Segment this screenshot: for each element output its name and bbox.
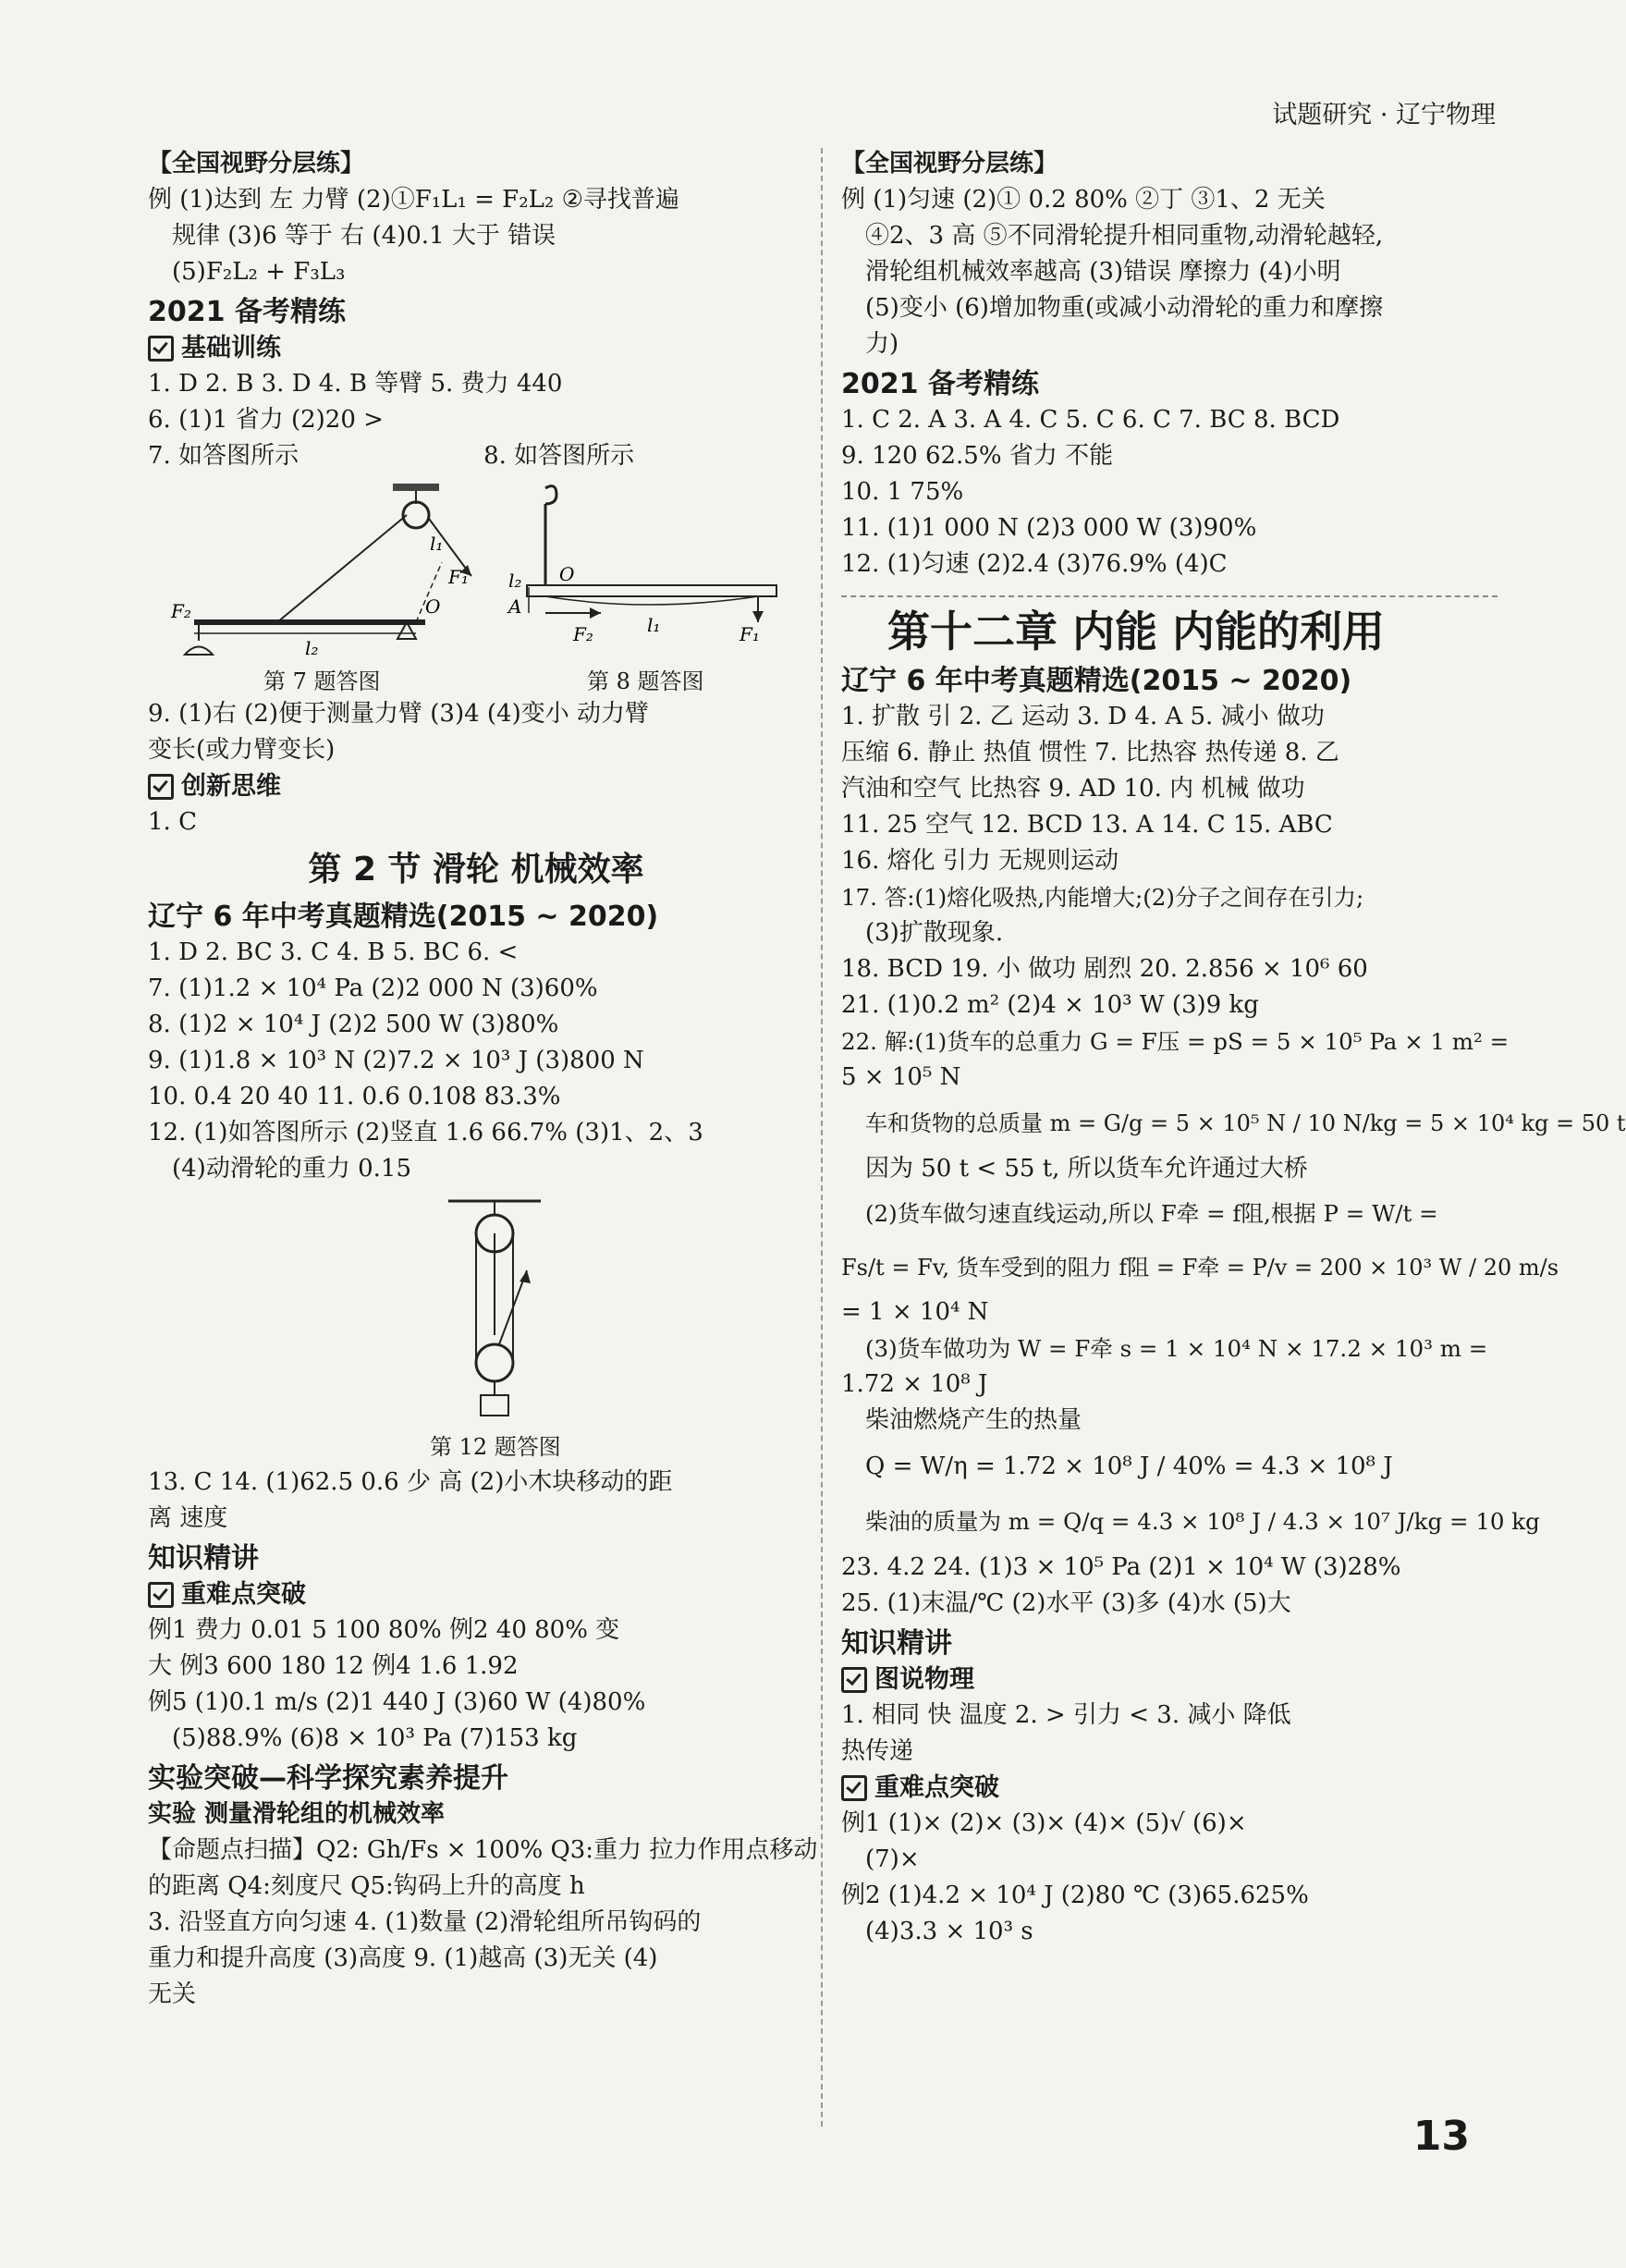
answer-line: 压缩 6. 静止 热值 惯性 7. 比热容 热传递 8. 乙 <box>841 739 1339 766</box>
answer-line: 9. 120 62.5% 省力 不能 <box>841 442 1114 470</box>
answer-line: 滑轮组机械效率越高 (3)错误 摩擦力 (4)小明 <box>865 258 1341 286</box>
answer-line: 11. (1)1 000 N (2)3 000 W (3)90% <box>841 514 1257 542</box>
section-heading: 实验突破—科学探究素养提升 <box>148 1762 508 1795</box>
section-heading: 2021 备考精练 <box>841 368 1039 400</box>
section-heading: 知识精讲 <box>148 1542 259 1575</box>
subsection-heading: 重难点突破 <box>841 1770 1498 1806</box>
subsection-heading: 创新思维 <box>148 768 804 804</box>
answer-line: 例1 费力 0.01 5 100 80% 例2 40 80% 变 <box>148 1616 620 1644</box>
left-column <box>148 146 818 2013</box>
answer-line: 1. 扩散 引 2. 乙 运动 3. D 4. A 5. 减小 做功 <box>841 703 1325 730</box>
checkbox-icon <box>148 336 174 362</box>
answer-line: 9. (1)右 (2)便于测量力臂 (3)4 (4)变小 动力臂 <box>148 700 649 728</box>
answer-line: 1.72 × 10⁸ J <box>841 1370 988 1398</box>
answer-line: 6. (1)1 省力 (2)20 > <box>148 406 384 434</box>
svg-text:l₂: l₂ <box>508 570 522 592</box>
section-heading: 知识精讲 <box>841 1627 952 1660</box>
answer-line: 重力和提升高度 (3)高度 9. (1)越高 (3)无关 (4) <box>148 1944 658 1972</box>
answer-line: 变长(或力臂变长) <box>148 736 336 764</box>
svg-text:F₁: F₁ <box>740 623 760 645</box>
answer-line: 例1 (1)× (2)× (3)× (4)× (5)√ (6)× <box>841 1809 1247 1837</box>
divider-line <box>841 595 1498 597</box>
answer-line: 17. 答:(1)熔化吸热,内能增大;(2)分子之间存在引力; <box>841 884 1364 911</box>
answer-line: 25. (1)末温/℃ (2)水平 (3)多 (4)水 (5)大 <box>841 1589 1291 1617</box>
answer-line: 因为 50 t < 55 t, 所以货车允许通过大桥 <box>865 1155 1308 1183</box>
svg-text:A: A <box>508 595 522 618</box>
answer-line: 16. 熔化 引力 无规则运动 <box>841 847 1119 875</box>
answer-line: 【命题点扫描】Q2: Gh/Fs × 100% Q3:重力 拉力作用点移动 <box>148 1836 818 1864</box>
answer-line: 汽油和空气 比热容 9. AD 10. 内 机械 做功 <box>841 775 1305 803</box>
answer-line: 热传递 <box>841 1737 914 1765</box>
answer-line: 1. C <box>148 808 197 836</box>
answer-line: 5 × 10⁵ N <box>841 1063 961 1091</box>
section-heading: 2021 备考精练 <box>148 296 346 328</box>
checkbox-icon <box>148 1582 174 1608</box>
answer-line: 12. (1)如答图所示 (2)竖直 1.6 66.7% (3)1、2、3 <box>148 1119 703 1146</box>
svg-text:F₂: F₂ <box>573 623 593 645</box>
answer-line: (5)F₂L₂ + F₃L₃ <box>172 258 346 286</box>
answer-line: 7. (1)1.2 × 10⁴ Pa (2)2 000 N (3)60% <box>148 975 598 1002</box>
answer-line: 8. (1)2 × 10⁴ J (2)2 500 W (3)80% <box>148 1011 559 1038</box>
answer-line: 18. BCD 19. 小 做功 剧烈 20. 2.856 × 10⁶ 60 <box>841 955 1368 983</box>
answer-line: 例2 (1)4.2 × 10⁴ J (2)80 ℃ (3)65.625% <box>841 1882 1309 1909</box>
page-number: 13 <box>1412 2113 1470 2160</box>
answer-line: 12. (1)匀速 (2)2.4 (3)76.9% (4)C <box>841 550 1228 578</box>
section-label: 【全国视野分层练】 <box>148 150 365 178</box>
answer-line: (5)88.9% (6)8 × 10³ Pa (7)153 kg <box>172 1724 578 1752</box>
answer-line: 例 (1)匀速 (2)① 0.2 80% ②丁 ③1、2 无关 <box>841 186 1326 214</box>
answer-line: 10. 0.4 20 40 11. 0.6 0.108 83.3% <box>148 1083 561 1110</box>
svg-text:O: O <box>559 563 575 585</box>
figure-caption: 第 8 题答图 <box>587 668 704 694</box>
section-label: 【全国视野分层练】 <box>841 150 1058 178</box>
answer-line: 规律 (3)6 等于 右 (4)0.1 大于 错误 <box>172 222 556 250</box>
answer-line: 力) <box>865 330 899 358</box>
answer-line: Q = W/η = 1.72 × 10⁸ J / 40% = 4.3 × 10⁸ J <box>865 1453 1393 1480</box>
answer-line: (5)变小 (6)增加物重(或减小动滑轮的重力和摩擦 <box>865 294 1384 322</box>
answer-line: 例5 (1)0.1 m/s (2)1 440 J (3)60 W (4)80% <box>148 1688 646 1716</box>
answer-line: 21. (1)0.2 m² (2)4 × 10³ W (3)9 kg <box>841 991 1259 1019</box>
answer-line: = 1 × 10⁴ N <box>841 1298 989 1326</box>
subsection-heading: 基础训练 <box>148 330 804 366</box>
section-heading: 辽宁 6 年中考真题精选(2015 ~ 2020) <box>148 901 659 933</box>
answer-line: 1. D 2. BC 3. C 4. B 5. BC 6. < <box>148 938 519 966</box>
answer-line: 10. 1 75% <box>841 478 964 506</box>
subsection-heading: 图说物理 <box>841 1661 1498 1698</box>
answer-line: 柴油燃烧产生的热量 <box>865 1406 1082 1434</box>
subsection-heading: 实验 测量滑轮组的机械效率 <box>148 1800 446 1828</box>
chapter-title: 第十二章 内能 内能的利用 <box>887 607 1386 656</box>
answer-line: 11. 25 空气 12. BCD 13. A 14. C 15. ABC <box>841 811 1333 839</box>
svg-text:l₁: l₁ <box>430 533 444 555</box>
answer-line: 车和货物的总质量 m = G/g = 5 × 10⁵ N / 10 N/kg = 5 × 10⁴ kg = 50 t <box>865 1110 1626 1136</box>
answer-line: 大 例3 600 180 12 例4 1.6 1.92 <box>148 1652 519 1680</box>
svg-text:l₁: l₁ <box>647 614 661 636</box>
answer-line: 例 (1)达到 左 力臂 (2)①F₁L₁ = F₂L₂ ②寻找普遍 <box>148 186 679 214</box>
answer-line: (2)货车做匀速直线运动,所以 F牵 = f阻,根据 P = W/t = <box>865 1200 1438 1227</box>
answer-line: 1. C 2. A 3. A 4. C 5. C 6. C 7. BC 8. BCD <box>841 406 1340 434</box>
subsection-heading: 重难点突破 <box>148 1576 804 1612</box>
answer-line: 9. (1)1.8 × 10³ N (2)7.2 × 10³ J (3)800 N <box>148 1047 644 1074</box>
answer-line: 1. D 2. B 3. D 4. B 等臂 5. 费力 440 <box>148 370 563 398</box>
answer-line: 1. 相同 快 温度 2. > 引力 < 3. 减小 降低 <box>841 1701 1291 1729</box>
lever-diagram-7 <box>166 484 469 668</box>
answer-line: Fs/t = Fv, 货车受到的阻力 f阻 = F牵 = P/v = 200 × 10³ W / 20 m/s <box>841 1255 1559 1281</box>
figure-7-8 <box>148 474 804 696</box>
figure-12 <box>148 1187 804 1465</box>
svg-text:F₂: F₂ <box>171 600 191 622</box>
answer-line: 13. C 14. (1)62.5 0.6 少 高 (2)小木块移动的距 <box>148 1468 673 1496</box>
checkbox-icon <box>841 1775 867 1801</box>
svg-text:l₂: l₂ <box>305 637 319 659</box>
running-header: 试题研究 · 辽宁物理 <box>1272 101 1496 129</box>
section-title: 第 2 节 滑轮 机械效率 <box>308 851 644 889</box>
svg-text:F₁: F₁ <box>448 566 469 588</box>
figure-caption: 第 12 题答图 <box>430 1434 561 1460</box>
answer-line: 22. 解:(1)货车的总重力 G = F压 = pS = 5 × 10⁵ Pa × 1 m² = <box>841 1028 1510 1055</box>
answer-line: 无关 <box>148 1980 197 2008</box>
answer-line: (4)3.3 × 10³ s <box>865 1918 1033 1945</box>
answer-line: (7)× <box>865 1845 920 1873</box>
answer-line: (4)动滑轮的重力 0.15 <box>172 1155 411 1183</box>
checkbox-icon <box>841 1667 867 1693</box>
answer-line: (3)扩散现象. <box>865 919 1004 947</box>
svg-text:O: O <box>425 595 441 618</box>
answer-line: 的距离 Q4:刻度尺 Q5:钩码上升的高度 h <box>148 1872 585 1900</box>
pulley-diagram <box>444 1196 545 1428</box>
answer-line: 3. 沿竖直方向匀速 4. (1)数量 (2)滑轮组所吊钩码的 <box>148 1908 702 1936</box>
right-column <box>841 146 1626 1950</box>
checkbox-icon <box>148 774 174 800</box>
answer-line: ④2、3 高 ⑤不同滑轮提升相同重物,动滑轮越轻, <box>865 222 1384 250</box>
answer-line: (3)货车做功为 W = F牵 s = 1 × 10⁴ N × 17.2 × 10³ m = <box>865 1335 1488 1362</box>
column-divider <box>821 148 823 2127</box>
lever-diagram-8 <box>508 484 786 668</box>
answer-line: 离 速度 <box>148 1504 228 1532</box>
answer-line: 柴油的质量为 m = Q/q = 4.3 × 10⁸ J / 4.3 × 10⁷ J/kg = 10 kg <box>865 1508 1540 1535</box>
answer-line: 23. 4.2 24. (1)3 × 10⁵ Pa (2)1 × 10⁴ W (3)28% <box>841 1553 1401 1581</box>
section-heading: 辽宁 6 年中考真题精选(2015 ~ 2020) <box>841 665 1352 697</box>
answer-line: 7. 如答图所示 8. 如答图所示 <box>148 442 635 470</box>
figure-caption: 第 7 题答图 <box>263 668 381 694</box>
